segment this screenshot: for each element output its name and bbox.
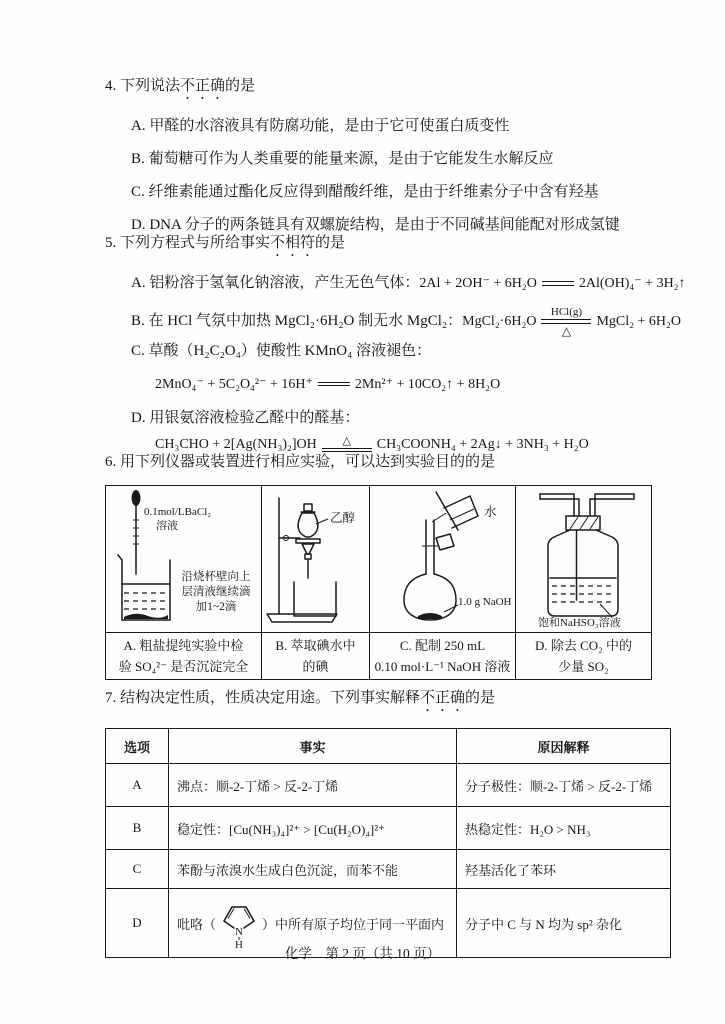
double-bond-equals (318, 382, 350, 387)
q4-option-c: C. 纤维素能通过酯化反应得到醋酸纤维，是由于纤维素分子中含有羟基 (131, 184, 599, 200)
condition-equals: HCl(g) △ (541, 307, 591, 337)
q5-option-a (85, 273, 710, 294)
q5-equation-a-lhs: 2Al + 2OH⁻ + 6H₂O (419, 276, 537, 291)
naoh-mass-label: 1.0 g NaOH (458, 596, 512, 608)
q7-title-emphasis: 不正确 (420, 690, 466, 706)
q6-caption-c: C. 配制 250 mL 0.10 mol·L⁻¹ NaOH 溶液 (370, 633, 516, 680)
table-header-row (106, 729, 671, 764)
nahso3-label: 饱和NaHSO₃溶液 (538, 617, 621, 629)
gas-washing-bottle-figure (516, 486, 652, 632)
row-a-option: A (106, 764, 169, 807)
q5-option-a-text: A. 铝粉溶于氢氧化钠溶液，产生无色气体： (131, 275, 420, 291)
question-7-title (85, 688, 710, 715)
row-c-option: C (106, 850, 169, 889)
separating-funnel-figure (262, 486, 370, 632)
row-d-explanation: 分子中 C 与 N 均为 sp² 杂化 (457, 889, 671, 958)
question-4 (85, 76, 710, 248)
row-c-fact: 苯酚与浓溴水生成白色沉淀，而苯不能 (169, 850, 457, 889)
q6-panel-d (516, 486, 652, 633)
q5-option-c-equation (85, 374, 710, 395)
q6-caption-d: D. 除去 CO₂ 中的 少量 SO₂ (516, 633, 652, 680)
row-d-fact-prefix: 吡咯（ (177, 916, 217, 932)
q4-option-a: A. 甲醛的水溶液具有防腐功能，是由于它可使蛋白质变性 (131, 118, 510, 134)
row-d-fact-suffix: ）中所有原子均位于同一平面内 (262, 916, 445, 932)
question-4-title (85, 76, 710, 103)
header-option: 选项 (106, 729, 169, 764)
water-label: 水 (484, 505, 497, 519)
q5-equation-a-rhs: 2Al(OH)₄⁻ + 3H₂↑ (578, 276, 686, 291)
header-explanation: 原因解释 (457, 729, 671, 764)
header-fact: 事实 (169, 729, 457, 764)
row-c-explanation: 羟基活化了苯环 (457, 850, 671, 889)
q7-title-prefix: 7. 结构决定性质，性质决定用途。下列事实解释 (105, 690, 421, 706)
q6-apparatus-table (105, 485, 652, 680)
q5-equation-d-rhs: CH₃COONH₄ + 2Ag↓ + 3NH₃ + H₂O (376, 436, 589, 452)
q5-option-c (85, 341, 710, 361)
q7-fact-table (105, 728, 671, 958)
q4-title-emphasis: 不正确 (180, 78, 226, 94)
q5-option-d (85, 408, 710, 428)
dropwise-note: 沿烧杯壁向上 层清液继续滴 加1~2滴 (181, 571, 251, 613)
q7-title-suffix: 的是 (465, 690, 496, 706)
condition-equals: △ (322, 436, 372, 453)
q6-caption-b: B. 萃取碘水中 的碘 (262, 633, 370, 680)
row-d-option: D (106, 889, 169, 958)
row-b-explanation: 热稳定性：H₂O > NH₃ (457, 807, 671, 850)
q5-equation-d-lhs: CH₃CHO + 2[Ag(NH₃)₂]OH (155, 436, 317, 452)
row-a-fact: 沸点：顺-2-丁烯 > 反-2-丁烯 (169, 764, 457, 807)
q5-equation-c-rhs: 2Mn²⁺ + 10CO₂↑ + 8H₂O (354, 376, 501, 392)
q6-panel-a (106, 486, 262, 633)
nitrogen-atom-label: N (235, 926, 243, 938)
row-b-fact: 稳定性：[Cu(NH₃)₄]²⁺ > [Cu(H₂O)₄]²⁺ (169, 807, 457, 850)
q6-panel-b (262, 486, 370, 633)
question-5 (85, 233, 710, 468)
ethanol-label: 乙醇 (330, 511, 356, 525)
double-bond-equals (542, 281, 574, 286)
q4-title-prefix: 4. 下列说法 (105, 78, 181, 94)
row-a-explanation: 分子极性：顺-2-丁烯 > 反-2-丁烯 (457, 764, 671, 807)
q6-panel-c (370, 486, 516, 633)
q4-title-suffix: 的是 (225, 78, 256, 94)
q5-equation-b-lhs: MgCl₂·6H₂O (462, 314, 537, 330)
bacl2-reagent-label: 0.1mol/LBaCl₂ (144, 506, 212, 518)
q4-option-b: B. 葡萄糖可作为人类重要的能量来源，是由于它能发生水解反应 (131, 151, 554, 167)
question-6-title: 6. 用下列仪器或装置进行相应实验，可以达到实验目的的是 (105, 454, 496, 470)
question-5-title (85, 233, 710, 260)
q4-option-d: D. DNA 分子的两条链具有双螺旋结构，是由于不同碱基间能配对形成氢键 (131, 217, 620, 233)
apparatus-figure-row (106, 486, 652, 633)
q5-option-c-text: C. 草酸（H₂C₂O₄）使酸性 KMnO₄ 溶液褪色： (131, 342, 432, 359)
q5-equation-c-lhs: 2MnO₄⁻ + 5C₂O₄²⁻ + 16H⁺ (155, 376, 313, 392)
q5-title-prefix: 5. 下列方程式与所给事实 (105, 235, 271, 251)
table-row (106, 850, 671, 889)
q5-option-b (85, 307, 710, 337)
question-6 (85, 452, 710, 680)
row-b-option: B (106, 807, 169, 850)
question-7 (85, 688, 710, 958)
q5-equation-b-rhs: MgCl₂ + 6H₂O (596, 314, 682, 330)
apparatus-caption-row (106, 633, 652, 680)
q5-title-suffix: 的是 (315, 235, 346, 251)
q5-option-b-text: B. 在 HCl 气氛中加热 MgCl₂·6H₂O 制无水 MgCl₂： (131, 313, 463, 330)
page-footer: 化学 第 2 页（共 10 页） (284, 946, 441, 961)
table-row (106, 764, 671, 807)
bacl2-reagent-label-2: 溶液 (156, 520, 178, 532)
hydrogen-atom-label: H (235, 939, 243, 949)
q5-option-d-text: D. 用银氨溶液检验乙醛中的醛基： (131, 409, 360, 426)
q5-title-emphasis: 不相符 (270, 235, 316, 251)
table-row (106, 807, 671, 850)
q6-caption-a: A. 粗盐提纯实验中检 验 SO₄²⁻ 是否沉淀完全 (106, 633, 262, 680)
